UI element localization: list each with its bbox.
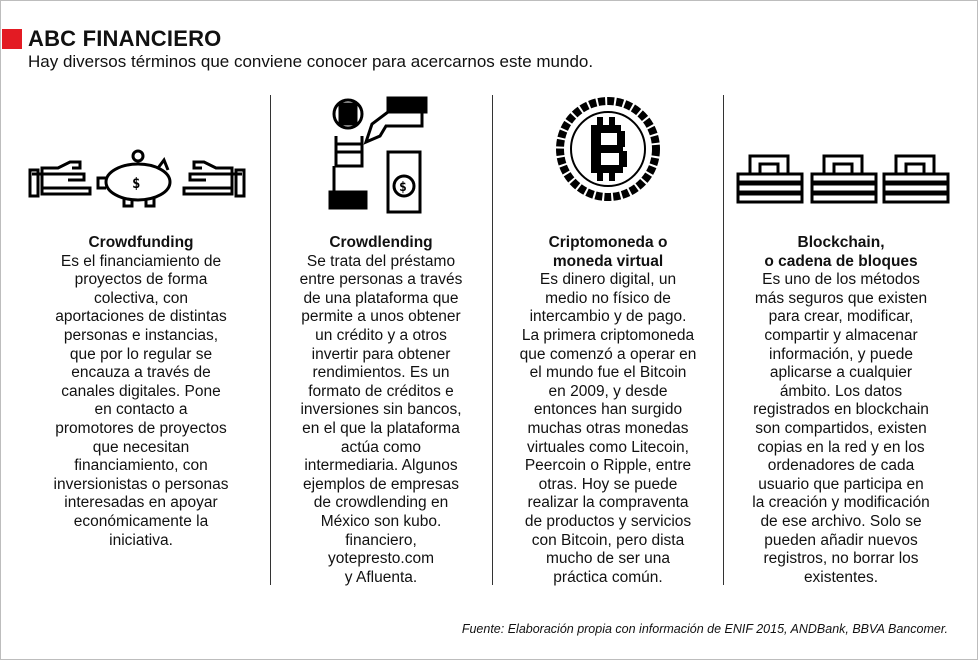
- term-title: Crowdfunding: [88, 234, 194, 251]
- term-description: Es uno de los métodos más seguros que existen para crear, modificar, compartir y almacenar información, y puede aplicarse a cualquier ámbito. Los datos registrados en blockchain son compartidos, existen copias en la red y en los ordenadores de cada usuario que participa en la creación y modificación de ese archivo. Solo se pueden añadir nuevos registros, no borrar los existentes.: [752, 271, 930, 586]
- column-crowdfunding: [30, 234, 252, 550]
- page-subtitle: Hay diversos términos que conviene conocer para acercarnos este mundo.: [28, 52, 594, 71]
- section-marker: [2, 29, 22, 49]
- column-divider: [723, 95, 724, 585]
- term-description: Es dinero digital, un medio no físico de intercambio y de pago. La primera criptomoneda que comenzó a operar en el mundo fue el Bitcoin en 2009, y desde entonces han surgido muchas otras monedas virtuales como Litecoin, Peercoin o Ripple, entre otras. Hoy se puede realizar la compraventa de productos y servicios con Bitcoin, pero dista mucho de ser una práctica común.: [519, 271, 697, 586]
- term-description: Se trata del préstamo entre personas a través de una plataforma que permite a unos obtener un crédito y a otros invertir para obtener rendimientos. Es un formato de créditos e inversiones sin bancos, en el que la plataforma actúa como intermediaria. Algunos ejemplos de empresas de crowdlending en México son kubo. financiero, yotepresto.com y Afluenta.: [299, 252, 463, 586]
- term-title: Crowdlending: [329, 234, 433, 251]
- blockchain-stacks-icon: [736, 146, 950, 210]
- bitcoin-icon: [553, 97, 663, 201]
- column-divider: [270, 95, 271, 585]
- hands-lending-icon: [326, 96, 430, 216]
- svg-text:$: $: [399, 180, 407, 195]
- column-divider: [492, 95, 493, 585]
- hands-piggy-bank-icon: [28, 148, 246, 212]
- term-description: Es el financiamiento de proyectos de forma colectiva, con aportaciones de distintas personas e instancias, que por lo regular se encauza a través de canales digitales. Pone en contacto a promotores de proyectos que necesitan financiamiento, con inversionistas o personas interesadas en apoyar económicamente la iniciativa.: [53, 252, 229, 549]
- column-blockchain: [730, 234, 952, 587]
- column-criptomoneda: [496, 234, 720, 587]
- column-crowdlending: [274, 234, 488, 587]
- page-title: ABC FINANCIERO: [28, 26, 222, 51]
- svg-text:$: $: [132, 176, 141, 192]
- term-title: Criptomoneda o moneda virtual: [548, 234, 668, 270]
- term-title: Blockchain, o cadena de bloques: [764, 234, 918, 270]
- source-note: Fuente: Elaboración propia con información de ENIF 2015, ANDBank, BBVA Bancomer.: [461, 622, 948, 636]
